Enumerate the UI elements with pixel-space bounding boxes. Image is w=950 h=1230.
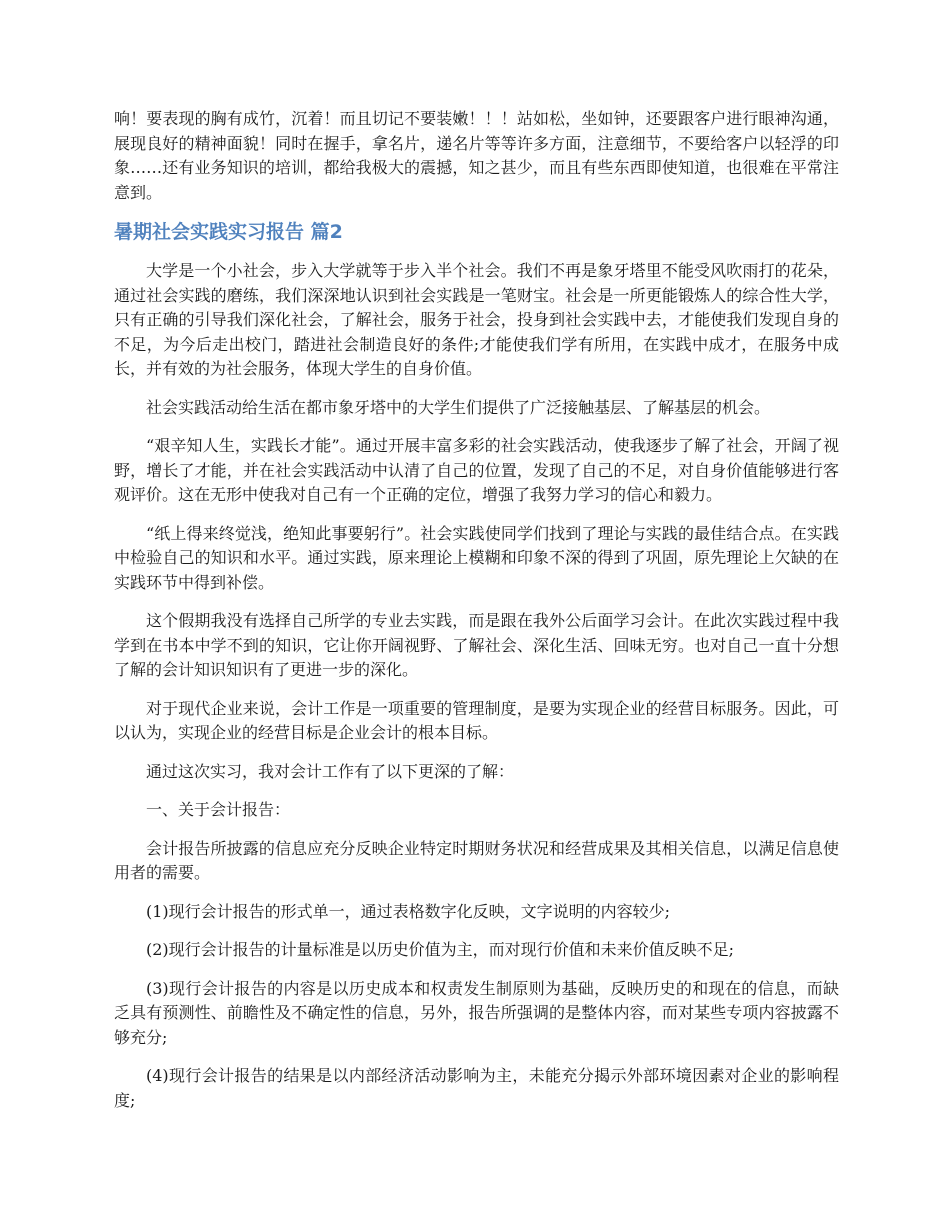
body-paragraph: 大学是一个小社会，步入大学就等于步入半个社会。我们不再是象牙塔里不能受风吹雨打的花朵，通过社会实践的磨练，我们深深地认识到社会实践是一笔财宝。社会是一所更能锻炼人的综合性大学，只有正确的引导我们深化社会，了解社会，服务于社会，投身到社会实践中去，才能使我们发现自身的不足，为今后走出校门，踏进社会制造良好的条件;才能使我们学有所用，在实践中成才，在服务中成长，并有效的为社会服务，体现大学生的自身价值。 [114,261,839,378]
body-paragraph: 会计报告所披露的信息应充分反映企业特定时期财务状况和经营成果及其相关信息，以满足信息使用者的需要。 [114,838,839,882]
list-item: (3)现行会计报告的内容是以历史成本和权责发生制原则为基础，反映历史的和现在的信息，而缺乏具有预测性、前瞻性及不确定性的信息，另外，报告所强调的是整体内容，而对某些专项内容披露不够充分; [114,978,839,1047]
body-paragraph: “纸上得来终觉浅，绝知此事要躬行”。社会实践使同学们找到了理论与实践的最佳结合点。在实践中检验自己的知识和水平。通过实践，原来理论上模糊和印象不深的得到了巩固，原先理论上欠缺的在实践环节中得到补偿。 [114,523,839,592]
body-paragraph: “艰辛知人生，实践长才能”。通过开展丰富多彩的社会实践活动，使我逐步了解了社会，开阔了视野，增长了才能，并在社会实践活动中认清了自己的位置，发现了自己的不足，对自身价值能够进行客观评价。这在无形中使我对自己有一个正确的定位，增强了我努力学习的信心和毅力。 [114,436,839,504]
intro-paragraph: 响！要表现的胸有成竹，沉着！而且切记不要装嫩！！！站如松，坐如钟，还要跟客户进行眼神沟通，展现良好的精神面貌！同时在握手，拿名片，递名片等等许多方面，注意细节，不要给客户以轻浮的印象……还有业务知识的培训，都给我极大的震撼，知之甚少，而且有些东西即使知道，也很难在平常注意到。 [114,109,839,202]
body-paragraph: 通过这次实习，我对会计工作有了以下更深的了解： [146,761,515,781]
subsection-title: 一、关于会计报告： [146,800,291,819]
list-item: (4)现行会计报告的结果是以内部经济活动影响为主，未能充分揭示外部环境因素对企业的影响程度; [114,1066,839,1110]
body-paragraph: 社会实践活动给生活在都市象牙塔中的大学生们提供了广泛接触基层、了解基层的机会。 [146,397,771,417]
document-page [114,107,839,1127]
section-heading: 暑期社会实践实习报告 篇2 [114,221,343,243]
list-item: (1)现行会计报告的形式单一，通过表格数字化反映，文字说明的内容较少; [146,901,671,921]
body-paragraph: 这个假期我没有选择自己所学的专业去实践，而是跟在我外公后面学习会计。在此次实践过程中我学到在书本中学不到的知识，它让你开阔视野、了解社会、深化生活、回味无穷。也对自己一直十分想了解的会计知识知识有了更进一步的深化。 [114,611,839,679]
body-paragraph: 对于现代企业来说，会计工作是一项重要的管理制度，是要为实现企业的经营目标服务。因此，可以认为，实现企业的经营目标是企业会计的根本目标。 [114,698,839,742]
list-item: (2)现行会计报告的计量标准是以历史价值为主，而对现行价值和未来价值反映不足; [146,940,735,959]
